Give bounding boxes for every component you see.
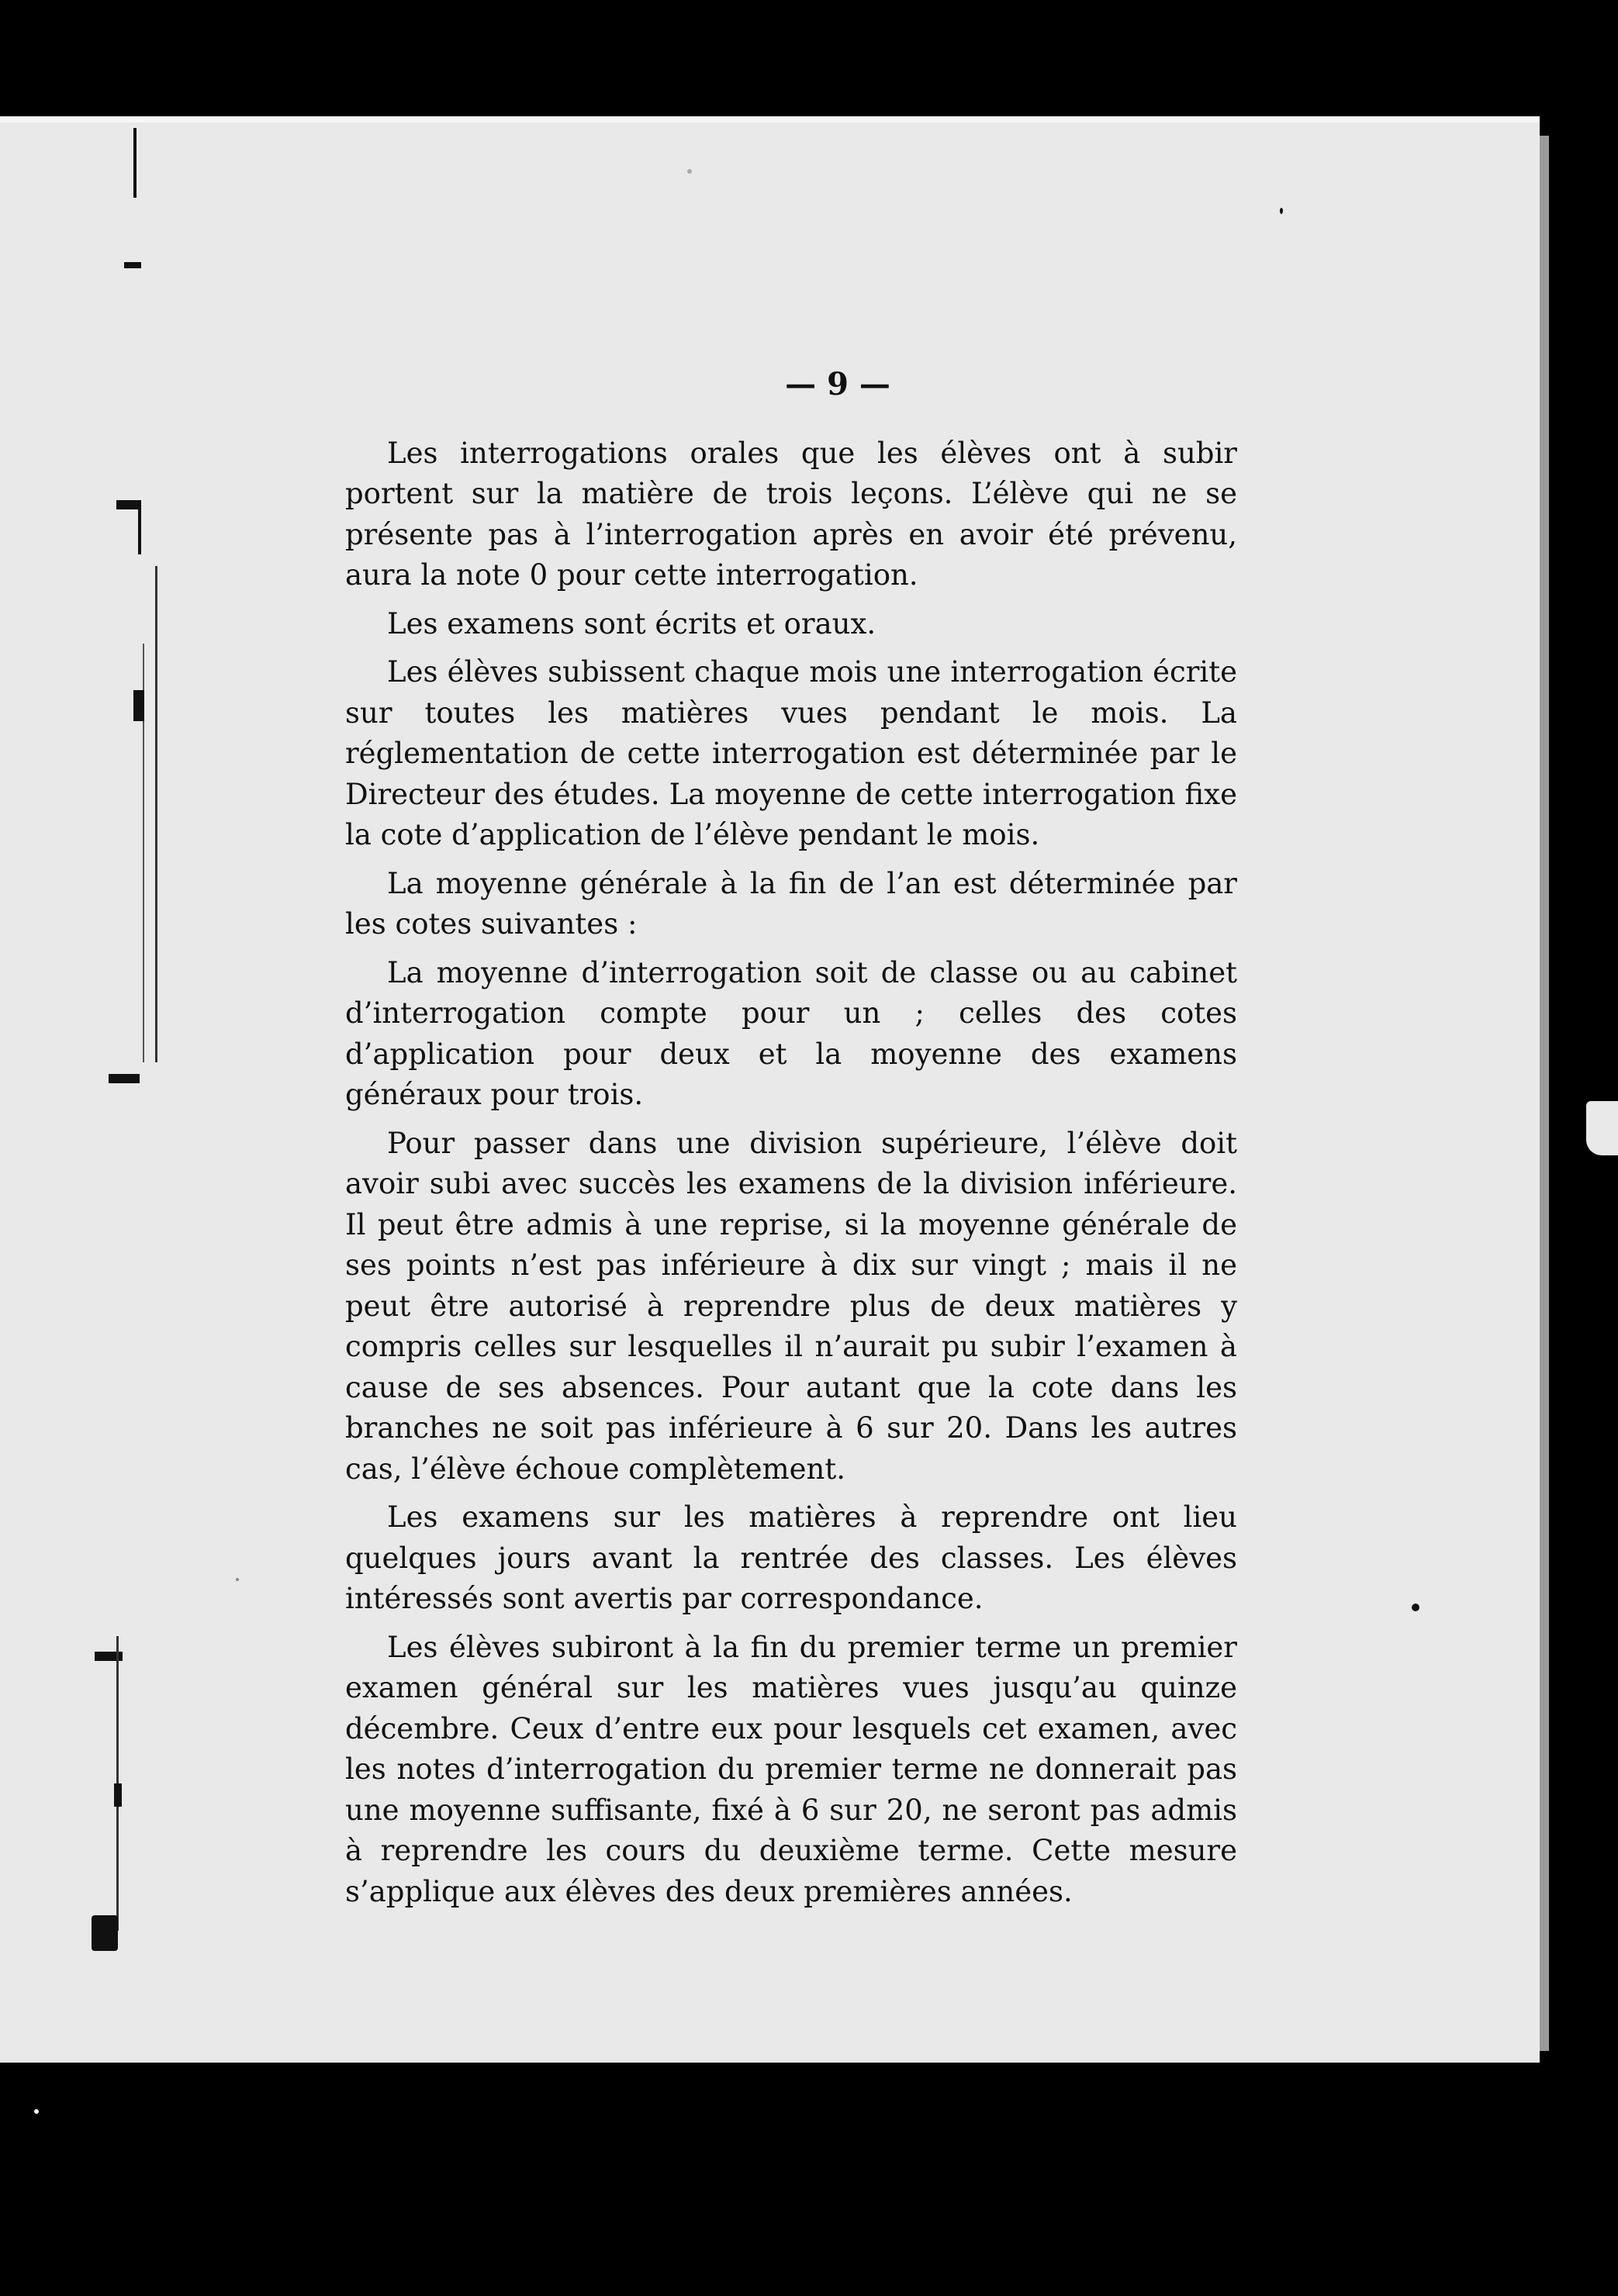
binding-knot-upper — [133, 690, 144, 721]
document-body — [345, 364, 1237, 1920]
binding-mark-bottom — [92, 1915, 118, 1951]
paragraph-resit-exams: Les examens sur les matières à reprendre ont lieu quelques jours avant la rentrée des classes. Les élèves intéressés sont avertis par correspondance. — [345, 1500, 1237, 1615]
binding-knot-lower — [114, 1783, 122, 1807]
speck-top — [687, 169, 692, 174]
speck-left-bottom — [34, 2109, 39, 2114]
paragraph-exam-types: Les examens sont écrits et oraux. — [387, 606, 876, 640]
binding-line-upper — [138, 508, 141, 554]
paragraph-promotion: Pour passer dans une division supérieure, l’élève doit avoir subi avec succès les examens de la division inférieure. Il peut être admis à une reprise, si la moyenne générale de ses points n’est pas inférieure à dix sur vingt ; mais il ne peut être autorisé à reprendre plus de deux matières y compris celles sur lesquelles il n’aurait pu subir l’examen à cause de ses absences. Pour autant que la cote dans les branches ne soit pas inférieure à 6 sur 20. Dans les autres cas, l’élève échoue complètement. — [345, 1126, 1237, 1486]
binding-line-top — [133, 128, 137, 198]
binding-mark-top — [124, 262, 141, 268]
paragraph-oral-interrogations: Les interrogations orales que les élèves ont à subir portent sur la matière de trois leçons. L’élève qui ne se présente pas à l’interrogation après en avoir été prévenu, aura la note 0 pour cette interrogation. — [345, 436, 1237, 592]
page-right-edge-shadow — [1540, 136, 1549, 2051]
paragraph-weighting: La moyenne d’interrogation soit de classe ou au cabinet d’interrogation compte pour un ; celles des cotes d’application pour deux et la moyenne des examens généraux pour trois. — [345, 955, 1237, 1111]
page-top-edge — [0, 116, 1540, 123]
paragraph-monthly-interrogation: Les élèves subissent chaque mois une interrogation écrite sur toutes les matières vues pendant le mois. La réglementation de cette interrogation est déterminée par le Directeur des études. La moyenne de cette interrogation fixe la cote d’application de l’élève pendant le mois. — [345, 655, 1237, 851]
speck-upper-right — [1280, 208, 1283, 214]
page-number: — 9 — — [785, 366, 890, 402]
paragraph-year-average: La moyenne générale à la fin de l’an est déterminée par les cotes suivantes : — [345, 866, 1237, 941]
edge-tear-right — [1586, 1101, 1618, 1155]
binding-thread-upper — [155, 566, 157, 1062]
paragraph-first-term-exam: Les élèves subiront à la fin du premier terme un premier examen général sur les matières vues jusqu’au quinze décembre. Ceux d’entre eux pour lesquels cet examen, avec les notes d’interrogation du premier terme ne donnerait pas une moyenne suffisante, fixé à 6 sur 20, ne seront pas admis à reprendre les cours du deuxième terme. Cette mesure s’applique aux élèves des deux premières années. — [345, 1630, 1237, 1908]
binding-mark-middle — [109, 1074, 140, 1083]
speck-right — [1412, 1604, 1419, 1611]
speck-mid — [236, 1578, 239, 1581]
